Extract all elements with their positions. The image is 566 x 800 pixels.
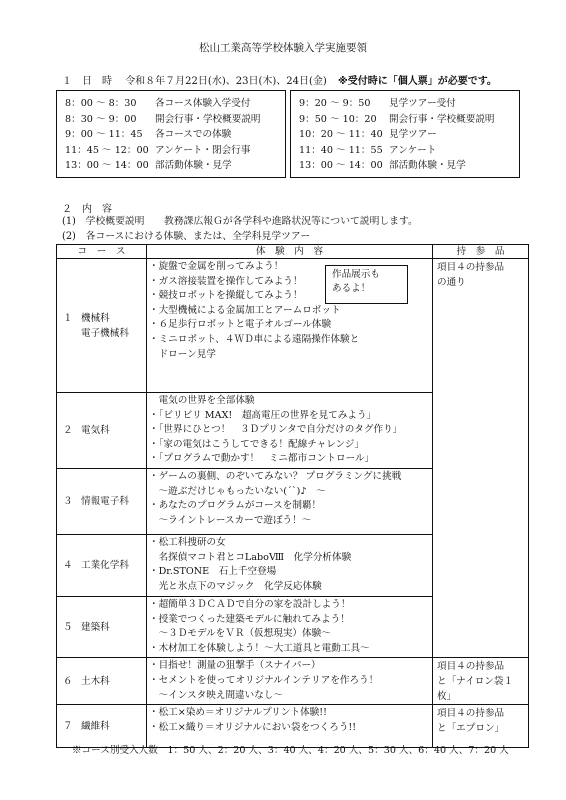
course-name: 情報電子科 <box>81 495 129 507</box>
activity-item: ・松工×織り＝オリジナルにおい袋をつくろう!! <box>149 721 357 733</box>
capacity-footnote: ※コース別受入人数 1：50 人、2：20 人、3：40 人、4：20 人、5：30 人、6：40 人、7：20 人 <box>72 745 509 756</box>
activity-item: ・大型機械による金属加工とアームロボット <box>149 304 341 316</box>
activity-item: ・競技ロボットを操縦してみよう！ <box>149 290 303 302</box>
schedule-time: 8：30 〜 9：00 <box>65 113 137 125</box>
schedule-time: 13：00 〜 14：00 <box>65 160 149 172</box>
bring-item: 項目４の持参品 <box>437 708 505 720</box>
course-name: 電気科 <box>81 424 110 436</box>
header-bring: 持 参 品 <box>433 245 529 259</box>
schedule-time: 8：00 〜 8：30 <box>65 98 137 109</box>
section-1-label: １ 日 時 <box>62 76 112 87</box>
course-number: ３ <box>63 495 73 507</box>
schedule-activity: 各コースでの体験 <box>155 129 232 141</box>
activity-item: 〜遊ぶだけじゃもったいない(´`)♪ 〜 <box>149 485 326 497</box>
schedule-trial-row <box>65 95 251 109</box>
exhibit-text: あるよ！ <box>332 283 371 294</box>
schedule-tour-row <box>299 95 456 109</box>
activity-item: ・「ビリビリ MAX! 超高電圧の世界を見てみよう」 <box>149 409 377 421</box>
schedule-activity: 見学ツアー受付 <box>389 98 456 109</box>
course-row <box>57 658 529 705</box>
activity-item: ・ミニロボット、４ＷＤ車による遠隔操作体験と <box>149 333 360 345</box>
course-content-cell <box>147 596 433 657</box>
course-number: ４ <box>63 559 73 571</box>
header-content: 体 験 内 容 <box>147 245 433 259</box>
bring-item: と「エプロン」 <box>437 722 505 734</box>
schedule-tour-row <box>299 126 437 141</box>
bring-item: 枚」 <box>437 690 457 702</box>
bring-items-cell <box>433 658 529 705</box>
activity-item: 〜インスタ映え間違いなし〜 <box>149 689 284 701</box>
header-course: コ ー ス <box>57 245 147 259</box>
activity-item: ・６足歩行ロボットと電子オルゴール体験 <box>149 319 332 331</box>
schedule-time: 13：00 〜 14：00 <box>299 160 383 172</box>
schedule-box-tour <box>290 90 520 178</box>
activity-item: 光と氷点下のマジック 化学反応体験 <box>149 580 322 592</box>
schedule-activity: アンケート・閉会行事 <box>155 144 251 156</box>
exhibit-callout <box>325 265 408 304</box>
course-number: ２ <box>63 424 73 436</box>
activity-item: 名探偵マコト君とコLaboⅧ 化学分析体験 <box>149 551 352 563</box>
activity-item: ・ゲームの裏側、のぞいてみない？ プログラミングに挑戦 <box>149 470 402 482</box>
course-number: ６ <box>63 675 73 687</box>
course-name-cell <box>57 534 147 596</box>
exhibit-text: 作品展示も <box>332 269 380 280</box>
schedule-activity: 各コース体験入学受付 <box>155 98 251 109</box>
page-title: 松山工業高等学校体験入学実施要領 <box>199 42 367 54</box>
course-row <box>57 259 529 393</box>
schedule-activity: 部活動体験・見学 <box>389 160 466 172</box>
schedule-time: 10：20 〜 11：40 <box>299 129 383 141</box>
course-content-cell <box>147 658 433 705</box>
schedule-tour-row <box>299 157 466 172</box>
schedule-activity: 開会行事・学校概要説明 <box>389 113 495 125</box>
reception-note: ※受付時に「個人票」が必要です。 <box>337 76 497 87</box>
activity-item: 〜３ＤモデルをＶＲ（仮想現実）体験〜 <box>149 628 331 640</box>
schedule-time: 9：00 〜 11：45 <box>65 129 143 141</box>
schedule-trial-row <box>65 157 232 172</box>
course-name-cell <box>57 259 147 393</box>
school-overview-item: (1) 学校概要説明 教務課広報Ｇが各学科や進路状況等について説明します。 <box>62 216 418 227</box>
course-name: 土木科 <box>81 675 110 687</box>
activity-item: ・Dr.STONE 石上千空登場 <box>149 566 277 578</box>
course-name-cell <box>57 596 147 657</box>
activity-item: ・セメントを使ってオリジナルインテリアを作ろう！ <box>149 674 379 686</box>
course-name-cell <box>57 468 147 534</box>
course-content-cell <box>147 259 433 393</box>
course-table <box>56 244 529 748</box>
schedule-activity: アンケート <box>389 144 437 156</box>
schedule-time: 11：45 〜 12：00 <box>65 144 149 156</box>
course-name-cell <box>57 658 147 705</box>
activity-item: ・「プログラムで動かす！ ミニ都市コントロール」 <box>149 453 375 465</box>
activity-item: ・あなたのプログラムがコースを制覇！ <box>149 500 322 512</box>
course-content-cell <box>147 468 433 534</box>
schedule-activity: 部活動体験・見学 <box>155 160 232 172</box>
activity-item: ・超簡単３ＤＣＡＤで自分の家を設計しよう！ <box>149 598 351 610</box>
activity-item: ・目指せ！測量の狙撃手（スナイパー） <box>149 660 321 672</box>
activity-item: ・松工科捜研の女 <box>149 536 226 548</box>
course-name: 電子機械科 <box>81 327 129 339</box>
course-name: 工業化学科 <box>81 559 129 571</box>
schedule-tour-row <box>299 111 495 125</box>
table-header-row <box>57 245 529 259</box>
course-name-cell <box>57 393 147 469</box>
schedule-time: 11：40 〜 11：55 <box>299 144 383 156</box>
bring-item: の通り <box>437 276 466 288</box>
bring-items-cell <box>433 259 529 658</box>
bring-item: 項目４の持参品 <box>437 661 505 673</box>
activity-item: ・旋盤で金属を削ってみよう！ <box>149 261 284 272</box>
course-name: 建築科 <box>81 621 110 633</box>
course-content-cell <box>147 534 433 596</box>
activity-item: ・「世界にひとつ！ ３Ｄプリンタで自分だけのタグ作り」 <box>149 424 403 436</box>
schedule-activity: 見学ツアー <box>389 129 437 141</box>
schedule-box-trial <box>56 90 286 178</box>
schedule-trial-row <box>65 142 251 156</box>
section-2-label: ２ 内 容 <box>62 204 112 215</box>
course-number: ７ <box>63 720 73 732</box>
activity-item: 電気の世界を全部体験 <box>149 395 255 406</box>
schedule-trial-row <box>65 111 261 125</box>
activity-item: ・ガス溶接装置を操作してみよう！ <box>149 275 303 287</box>
schedule-heading <box>62 72 497 87</box>
bring-item: 項目４の持参品 <box>437 262 505 273</box>
event-dates: 令和８年７月22日(水)、23日(木)、24日(金) <box>125 76 327 87</box>
course-number: ５ <box>63 621 73 633</box>
schedule-tour-row <box>299 142 437 156</box>
schedule-activity: 開会行事・学校概要説明 <box>155 113 261 125</box>
activity-item: ・「家の電気はこうしてできる！配線チャレンジ」 <box>149 438 365 450</box>
schedule-time: 9：50 〜 10：20 <box>299 113 377 125</box>
course-experience-item: (2) 各コースにおける体験、または、全学科見学ツアー <box>62 231 311 242</box>
activity-item: ・木材加工を体験しよう！〜大工道具と電動工具〜 <box>149 642 370 654</box>
course-name: 繊維科 <box>81 720 110 732</box>
course-number: １ <box>63 312 73 324</box>
schedule-time: 9：20 〜 9：50 <box>299 98 371 109</box>
bring-item: と「ナイロン袋１ <box>437 675 514 687</box>
activity-item: ・松工×染め＝オリジナルプリント体験!! <box>149 707 327 719</box>
activity-item: ・授業でつくった建築モデルに触れてみよう！ <box>149 613 350 625</box>
activity-item: 〜ライントレースカーで遊ぼう！〜 <box>149 514 312 526</box>
course-name: 機械科 <box>81 312 110 324</box>
activity-item: ドローン見学 <box>149 348 216 360</box>
course-content-cell <box>147 393 433 469</box>
schedule-trial-row <box>65 126 232 141</box>
